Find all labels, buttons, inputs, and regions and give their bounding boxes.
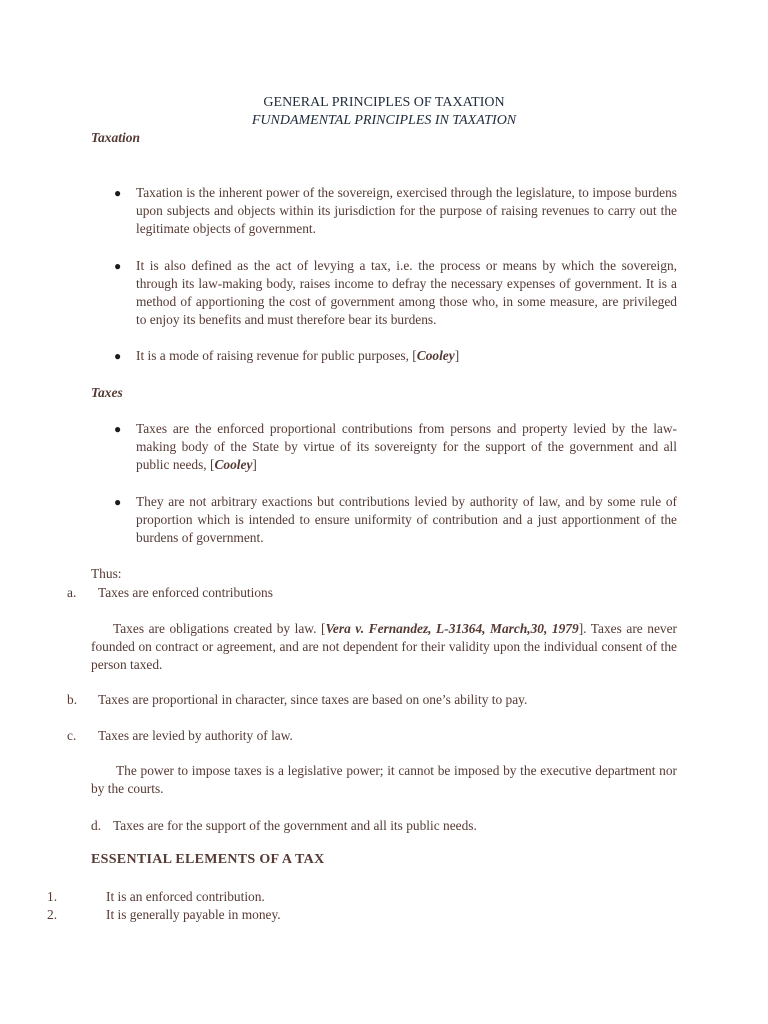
item-c-paragraph: The power to impose taxes is a legislative power; it cannot be imposed by the executive department nor by the courts. [91, 763, 677, 796]
document-title: GENERAL PRINCIPLES OF TAXATION [263, 95, 505, 110]
paragraph-text-end: ]. Taxes are never founded on contract or agreement, and are not dependent for their validity upon the individual consent of the person taxed. [91, 621, 677, 672]
taxation-bullet-1 [114, 184, 677, 238]
taxes-bullet-2 [114, 493, 677, 547]
list-marker-b: b. [67, 692, 78, 707]
item-a-paragraph [91, 620, 677, 674]
taxation-bullet-2 [114, 257, 677, 329]
taxes-bullet-2-text: They are not arbitrary exactions but contributions levied by authority of law, and by some rule of proportion which is intended to ensure uniformity of contribution and a just apportionment of the burdens of government. [136, 494, 677, 545]
bullet-text: Taxes are the enforced proportional contributions from persons and property levied by the law-making body of the State by virtue of its sovereignty for the support of the government and all public needs, [ [136, 421, 677, 472]
essential-item-1-number: 1. [47, 889, 58, 904]
item-d-text: Taxes are for the support of the government and all its public needs. [113, 818, 477, 833]
essential-item-2-number: 2. [47, 907, 58, 922]
bullet-icon: ● [114, 259, 122, 273]
taxes-bullet-1 [114, 420, 677, 474]
item-b-text: Taxes are proportional in character, since taxes are based on one’s ability to pay. [98, 692, 528, 707]
thus-label: Thus: [91, 566, 122, 581]
citation: Vera v. Fernandez, L-31364, March,30, 1979 [325, 621, 579, 636]
essential-item-2-text: It is generally payable in money. [106, 907, 281, 922]
item-a-text: Taxes are enforced contributions [98, 585, 273, 600]
taxation-bullet-3-text [136, 347, 677, 365]
essential-elements-heading: ESSENTIAL ELEMENTS OF A TAX [91, 852, 325, 867]
item-c-text: Taxes are levied by authority of law. [98, 728, 293, 743]
bullet-text-end: ] [252, 457, 257, 472]
citation: Cooley [214, 457, 253, 472]
taxation-bullet-3 [114, 347, 677, 365]
list-marker-d: d. [91, 818, 102, 833]
section-heading-taxation: Taxation [91, 130, 141, 145]
bullet-icon: ● [114, 422, 122, 436]
paragraph-text: Taxes are obligations created by law. [ [113, 621, 326, 636]
bullet-icon: ● [114, 186, 122, 200]
taxation-bullet-1-text: Taxation is the inherent power of the sovereign, exercised through the legislature, to impose burdens upon subjects and objects within its jurisdiction for the purpose of raising revenues to carry out the legitimate objects of government. [136, 185, 677, 236]
list-marker-a: a. [67, 585, 77, 600]
document-subtitle: FUNDAMENTAL PRINCIPLES IN TAXATION [251, 113, 517, 128]
essential-item-1-text: It is an enforced contribution. [106, 889, 265, 904]
bullet-icon: ● [114, 495, 122, 509]
taxation-bullet-2-text: It is also defined as the act of levying a tax, i.e. the process or means by which the sovereign, through its law-making body, raises income to defray the necessary expenses of government. It is a method of apportioning the cost of government among those who, in some measure, are privileged to enjoy its benefits and must therefore bear its burdens. [136, 258, 677, 327]
bullet-icon: ● [114, 349, 122, 363]
list-marker-c: c. [67, 728, 77, 743]
citation: Cooley [416, 348, 455, 363]
taxes-bullet-1-text [136, 420, 677, 474]
bullet-text: It is a mode of raising revenue for public purposes, [ [136, 348, 417, 363]
bullet-text-end: ] [454, 348, 460, 363]
section-heading-taxes: Taxes [91, 385, 123, 400]
